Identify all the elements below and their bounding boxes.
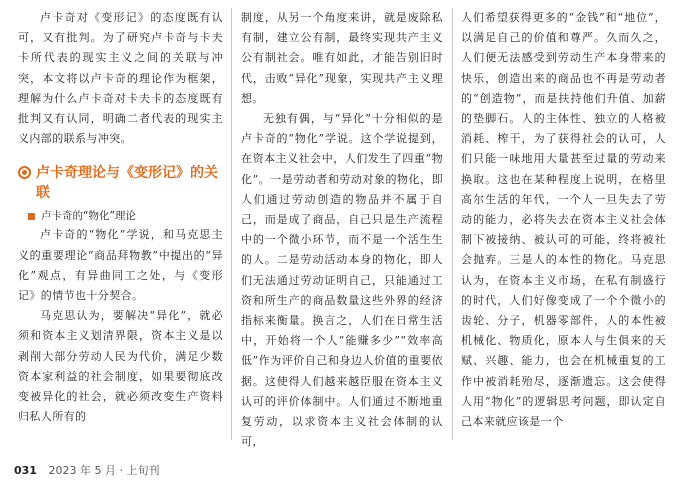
body-paragraph: 人们希望获得更多的“金钱”和“地位”，以满足自己的价值和尊严。久而久之，人们便无法感受到劳动生产本身带来的快乐，创造出来的商品也不再是劳动者的“创造物”，而是扶持他们升值、加薪的垫脚石。人的主体性、独立的人格被消耗、榨干，为了获得社会的认可，人们只能一味地用大量甚至过量的劳动来换取。这也在某种程度上说明，在格里高尔生活的年代，一个人一旦失去了劳动的能力，必将失去在资本主义社会体制下被接纳、被认可的可能，终将被社会抛弃。三是人的本性的物化。马克思认为，在资本主义市场，在私有制盛行的时代，人们好像变成了一个个微小的齿轮、分子，机器零部件，人的本性被机械化、物质化，原本人与生俱来的天赋、兴趣、能力，也会在机械重复的工作中被消耗殆尽，逐渐遗忘。这会使得人用“物化”的逻辑思考问题，即认定自己本来就应该是一个 [461,11,666,429]
issue-info: 2023 年 5 月 · 上旬刊 [48,464,160,477]
square-bullet-icon [28,213,35,220]
circle-target-icon [18,166,31,179]
body-paragraph: 马克思认为，要解决“异化”，就必须和资本主义划清界限，资本主义是以剥削大部分劳动人民为代价，满足少数资本家利益的社会制度，如果要彻底改变被异化的社会，就必须改变生产资料归私人所有的 [18,309,223,424]
body-paragraph: 卢卡奇的“物化”学说，和马克思主义的重要理论“商品拜物教”中提出的“异化”观点，有异曲同工之处，与《变形记》的情节也十分契合。 [18,228,223,303]
column-divider [452,8,453,440]
body-paragraph: 制度，从另一个角度来讲，就是废除私有制，建立公有制，最终实现共产主义公有制社会。唯有如此，才能告别旧时代，击败“异化”现象，实现共产主义理想。 [241,11,443,105]
intro-paragraph: 卢卡奇对《变形记》的态度既有认可，又有批判。为了研究卢卡奇与卡夫卡所代表的现实主义之间的关联与冲突，本文将以卢卡奇的理论作为框架，理解为什么卢卡奇对卡夫卡的态度既有批判又有认同，明确二者代表的现实主义内部的联系与冲突。 [18,11,223,146]
section-heading-text: 卢卡奇理论与《变形记》的关联 [36,165,218,202]
body-paragraph: 无独有偶，与“异化”十分相似的是卢卡奇的“物化”学说。这个学说提到，在资本主义社会中，人们发生了四重“物化”。一是劳动者和劳动对象的物化，即人们通过劳动创造的物品并不属于自己，而是成了商品，自己只是生产流程中的一个微小环节，而不是一个活生生的人。二是劳动活动本身的物化，即人们无法通过劳动证明自己，只能通过工资和所生产的商品数量这些外界的经济指标来衡量。换言之，人们在日常生活中，开始将一个人“能赚多少”“效率高低”作为评价自己和身边人价值的重要依据。这使得人们越来越臣服在资本主义认可的评价体制中。人们通过不断地重复劳动，以求资本主义社会体制的认可， [241,112,443,449]
section-heading [18,163,223,203]
column-1 [18,8,223,427]
column-divider [231,8,232,440]
column-2 [241,8,443,452]
column-3 [461,8,666,432]
subheading-text: 卢卡奇的“物化”理论 [41,210,136,223]
page-footer [14,464,159,478]
page-number: 031 [14,464,37,477]
subheading [18,207,223,225]
